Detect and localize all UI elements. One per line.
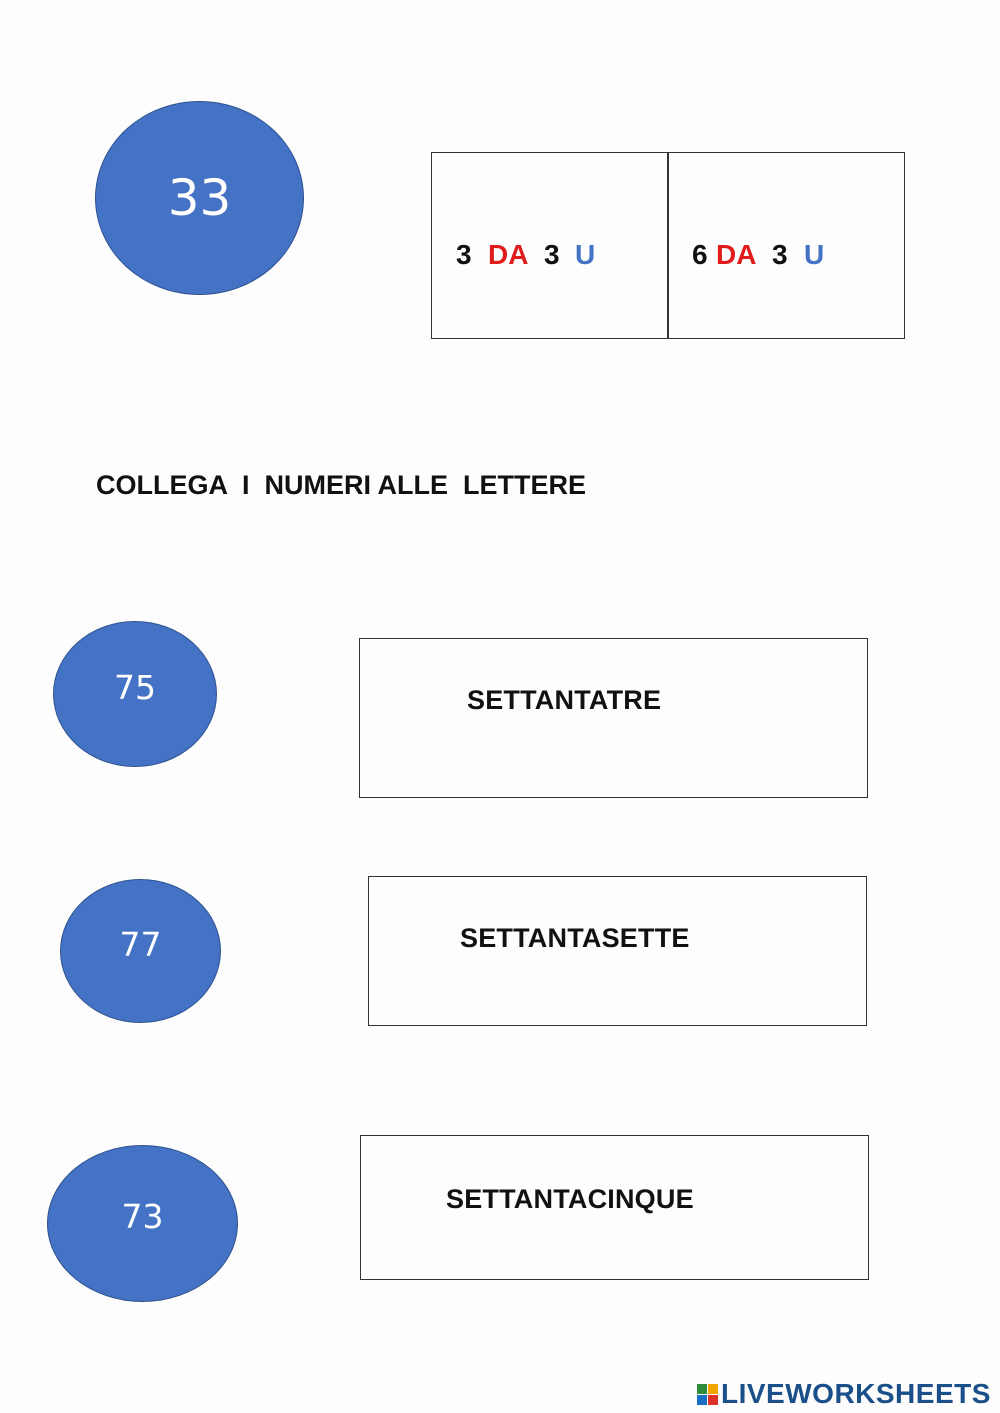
word-3: SETTANTACINQUE xyxy=(446,1184,694,1214)
option-right-tens: 6 xyxy=(692,239,708,270)
number-circle-1[interactable] xyxy=(53,621,217,767)
example-option-left-box[interactable] xyxy=(431,152,669,339)
word-1: SETTANTATRE xyxy=(467,685,662,715)
option-left-ones: 3 xyxy=(544,239,560,270)
liveworksheets-logo-mark xyxy=(697,1384,718,1405)
instruction-heading: COLLEGA I NUMERI ALLE LETTERE xyxy=(96,470,586,500)
example-option-right-box[interactable] xyxy=(667,152,905,339)
liveworksheets-logo xyxy=(697,1378,991,1410)
option-left-tens: 3 xyxy=(456,239,472,270)
word-box-1[interactable] xyxy=(359,638,868,798)
option-right-ones: 3 xyxy=(772,239,788,270)
number-circle-3[interactable] xyxy=(47,1145,238,1302)
number-3: 73 xyxy=(121,1197,164,1236)
option-right-tens-unit: DA xyxy=(716,239,757,270)
example-number-circle xyxy=(95,101,304,295)
option-left-ones-unit: U xyxy=(575,239,596,270)
number-2: 77 xyxy=(119,924,162,964)
option-left-tens-unit: DA xyxy=(488,239,529,270)
option-right-ones-unit: U xyxy=(804,239,825,270)
number-circle-2[interactable] xyxy=(60,879,221,1023)
word-box-2[interactable] xyxy=(368,876,867,1026)
word-2: SETTANTASETTE xyxy=(460,923,690,953)
number-1: 75 xyxy=(114,667,156,707)
example-number: 33 xyxy=(167,169,232,227)
liveworksheets-logo-text: LIVEWORKSHEETS xyxy=(721,1378,991,1409)
word-box-3[interactable] xyxy=(360,1135,869,1280)
